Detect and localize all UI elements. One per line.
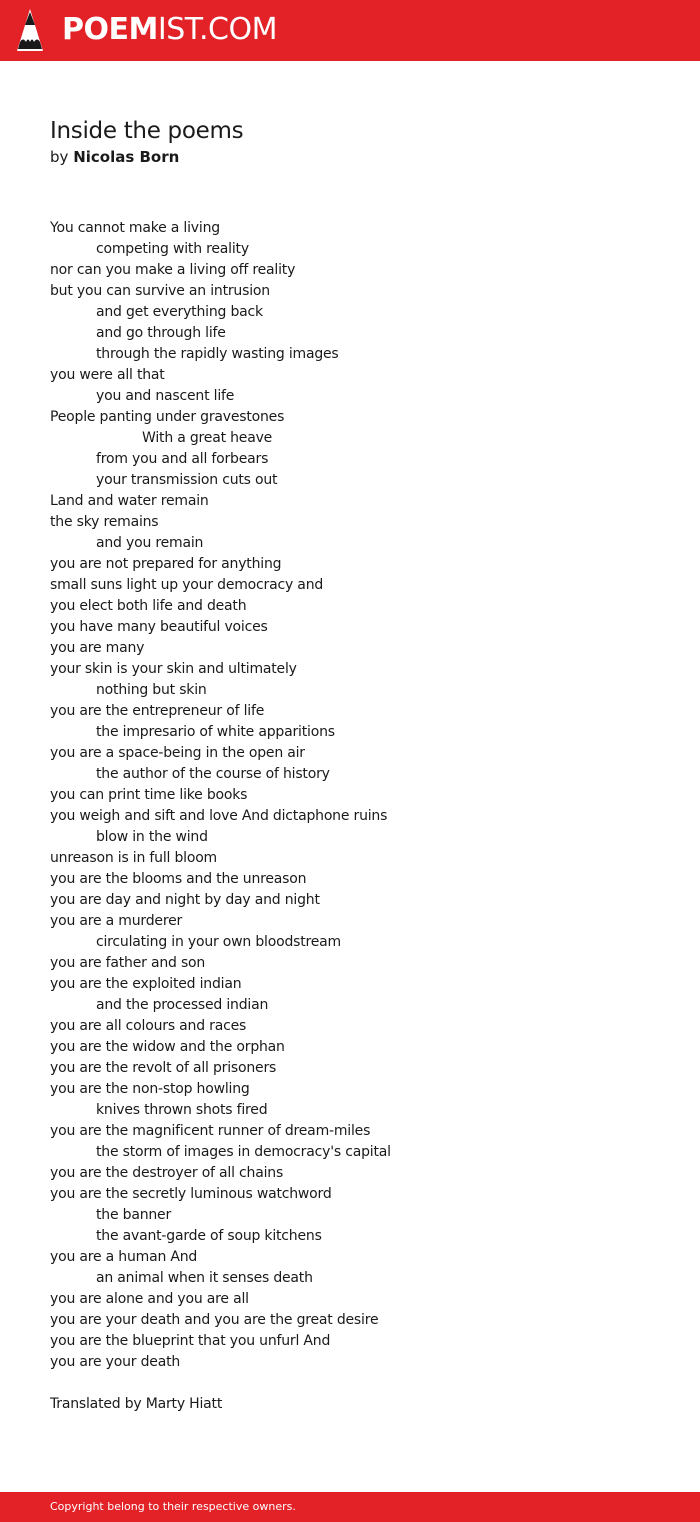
poem-line: you are your death and you are the great desire — [50, 1312, 379, 1328]
poem-line: an animal when it senses death — [96, 1270, 313, 1286]
poem-line: through the rapidly wasting images — [96, 346, 339, 362]
poem-line: you are the exploited indian — [50, 976, 242, 992]
logo-light-text: IST.COM — [157, 12, 277, 47]
poem-line: circulating in your own bloodstream — [96, 934, 342, 950]
poem-line: the banner — [96, 1207, 172, 1223]
poem-line: People panting under gravestones — [50, 409, 285, 425]
poem-line: you are the entrepreneur of life — [50, 703, 265, 719]
poem-line: you weigh and sift and love And dictaphone ruins — [50, 808, 388, 824]
poem-line: you were all that — [50, 367, 165, 383]
copyright-text: Copyright belong to their respective owners. — [50, 1500, 296, 1513]
poem-line: and the processed indian — [96, 997, 269, 1013]
poem-line: the sky remains — [50, 514, 159, 530]
poem-line: you are the blooms and the unreason — [50, 871, 307, 887]
poem-line: and get everything back — [96, 304, 263, 320]
poem-line: You cannot make a living — [50, 220, 220, 236]
poem-line: your skin is your skin and ultimately — [50, 661, 297, 677]
poem-line: you are the non-stop howling — [50, 1081, 250, 1097]
poem-line: you are a space-being in the open air — [50, 745, 305, 761]
poem-line: you are day and night by day and night — [50, 892, 320, 908]
site-footer — [0, 1492, 700, 1522]
poem-line: you elect both life and death — [50, 598, 247, 614]
logo-bold-text: POEM — [62, 12, 158, 47]
poem-line: you and nascent life — [96, 388, 235, 404]
poem-author: Nicolas Born — [73, 148, 180, 166]
by-label: by — [50, 148, 69, 166]
poem-body — [50, 218, 670, 1373]
poem-line: nor can you make a living off reality — [50, 262, 296, 278]
poem-line: you are not prepared for anything — [50, 556, 282, 572]
poem-line: knives thrown shots fired — [96, 1102, 268, 1118]
poem-line: you are your death — [50, 1354, 181, 1370]
poem-line: your transmission cuts out — [96, 472, 278, 488]
poem-line: you are the magnificent runner of dream-miles — [50, 1123, 371, 1139]
poem-title: Inside the poems — [50, 118, 244, 144]
poem-line: competing with reality — [96, 241, 249, 257]
poem-line: you are the destroyer of all chains — [50, 1165, 284, 1181]
poem-line: and you remain — [96, 535, 204, 551]
poem-line: you are the revolt of all prisoners — [50, 1060, 277, 1076]
poem-line: you are the widow and the orphan — [50, 1039, 285, 1055]
translator-credit: Translated by Marty Hiatt — [50, 1396, 223, 1412]
poem-line: small suns light up your democracy and — [50, 577, 324, 593]
poem-line: the impresario of white apparitions — [96, 724, 335, 740]
poem-line: the storm of images in democracy's capital — [96, 1144, 391, 1160]
poem-line: from you and all forbears — [96, 451, 269, 467]
poem-line: you are all colours and races — [50, 1018, 247, 1034]
poem-line: but you can survive an intrusion — [50, 283, 270, 299]
poem-line: nothing but skin — [96, 682, 207, 698]
poem-line: you are many — [50, 640, 145, 656]
byline — [50, 146, 670, 168]
poem-line: you are alone and you are all — [50, 1291, 249, 1307]
poem-line: you are father and son — [50, 955, 206, 971]
poem-line: With a great heave — [142, 430, 273, 446]
site-header — [0, 0, 700, 61]
poem-line: the author of the course of history — [96, 766, 330, 782]
poem-content — [50, 116, 670, 1415]
poem-line: you are a human And — [50, 1249, 198, 1265]
poem-line: Land and water remain — [50, 493, 209, 509]
poem-line: you are the secretly luminous watchword — [50, 1186, 332, 1202]
site-logo[interactable] — [62, 11, 277, 49]
poem-line: blow in the wind — [96, 829, 208, 845]
poem-line: you can print time like books — [50, 787, 248, 803]
poem-line: unreason is in full bloom — [50, 850, 217, 866]
poem-line: you are a murderer — [50, 913, 183, 929]
pencil-logo-icon[interactable] — [17, 9, 43, 51]
poem-line: the avant-garde of soup kitchens — [96, 1228, 322, 1244]
poem-line: and go through life — [96, 325, 226, 341]
poem-line: you are the blueprint that you unfurl And — [50, 1333, 331, 1349]
poem-line: you have many beautiful voices — [50, 619, 268, 635]
